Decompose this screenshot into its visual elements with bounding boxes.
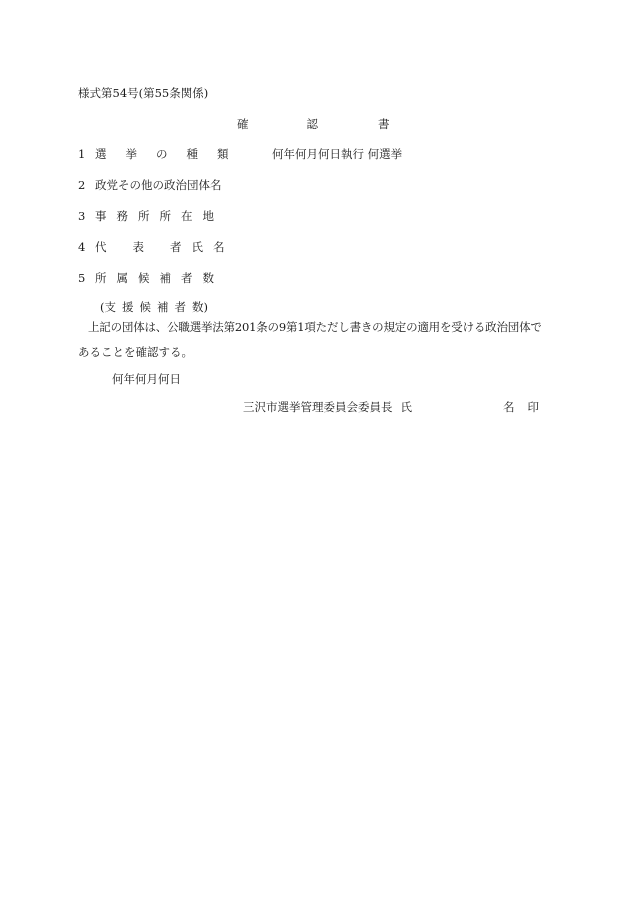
item-label-char: 代 [95, 240, 107, 254]
note-char: 援 [122, 300, 134, 314]
item-label-char: 数 [202, 271, 214, 285]
date-line: 何年何月何日 [112, 372, 181, 386]
item-label-char: 所 [138, 209, 150, 223]
note-open-paren: ( [100, 300, 105, 314]
item-5 [78, 271, 214, 285]
authority-name: 三沢市選挙管理委員会委員長 [243, 400, 393, 414]
note-char: 候 [139, 300, 151, 314]
item-label-char: 属 [116, 271, 128, 285]
item-label-char: 氏 [191, 240, 203, 254]
item-label-char: 事 [95, 209, 107, 223]
item-label-char: 類 [217, 147, 229, 161]
item-label: 政党その他の政治団体名 [95, 178, 222, 192]
mei-label: 名 [503, 400, 515, 414]
item-number: 5 [78, 271, 86, 285]
item-label-char: 選 [95, 147, 107, 161]
item-label-char: の [156, 147, 168, 161]
body-text-line-1: 上記の団体は、公職選挙法第201条の9第1項ただし書きの規定の適用を受ける政治団体で [88, 320, 542, 334]
item-label-char: 者 [170, 240, 182, 254]
shi-label: 氏 [400, 400, 412, 414]
title-char-2: 認 [306, 117, 318, 131]
item-label-char: 務 [116, 209, 128, 223]
item-3 [78, 209, 214, 223]
item-label-char: 表 [132, 240, 144, 254]
item-label-char: 者 [181, 271, 193, 285]
document-title [237, 117, 390, 131]
title-char-1: 確 [237, 117, 249, 131]
mei-in-block [503, 400, 539, 414]
note-char: 数 [192, 300, 204, 314]
item-number: 3 [78, 209, 86, 223]
item-label-char: 地 [202, 209, 214, 223]
seal-mark: 印 [527, 400, 539, 414]
item-label-char: 補 [159, 271, 171, 285]
item-number: 2 [78, 178, 86, 192]
item-label-char: 所 [95, 271, 107, 285]
item-number: 1 [78, 147, 86, 161]
note-char: 支 [104, 300, 116, 314]
item-label-char: 種 [186, 147, 198, 161]
body-text-line-2: あることを確認する。 [78, 345, 193, 359]
item-label-char: 所 [159, 209, 171, 223]
item-1 [78, 147, 229, 161]
title-char-3: 書 [378, 117, 390, 131]
election-type-value: 何年何月何日執行 何選挙 [272, 147, 403, 161]
item-4 [78, 240, 225, 254]
item-label-char: 名 [213, 240, 225, 254]
note-close-paren: ) [203, 300, 208, 314]
item-label-char: 在 [181, 209, 193, 223]
item-number: 4 [78, 240, 86, 254]
signature-line [243, 400, 412, 414]
item-label-char: 挙 [125, 147, 137, 161]
note-char: 補 [157, 300, 169, 314]
item-label-char: 候 [138, 271, 150, 285]
item-2 [78, 178, 222, 192]
support-candidates-note [100, 300, 208, 314]
note-char: 者 [174, 300, 186, 314]
form-label: 様式第54号(第55条関係) [78, 86, 209, 100]
